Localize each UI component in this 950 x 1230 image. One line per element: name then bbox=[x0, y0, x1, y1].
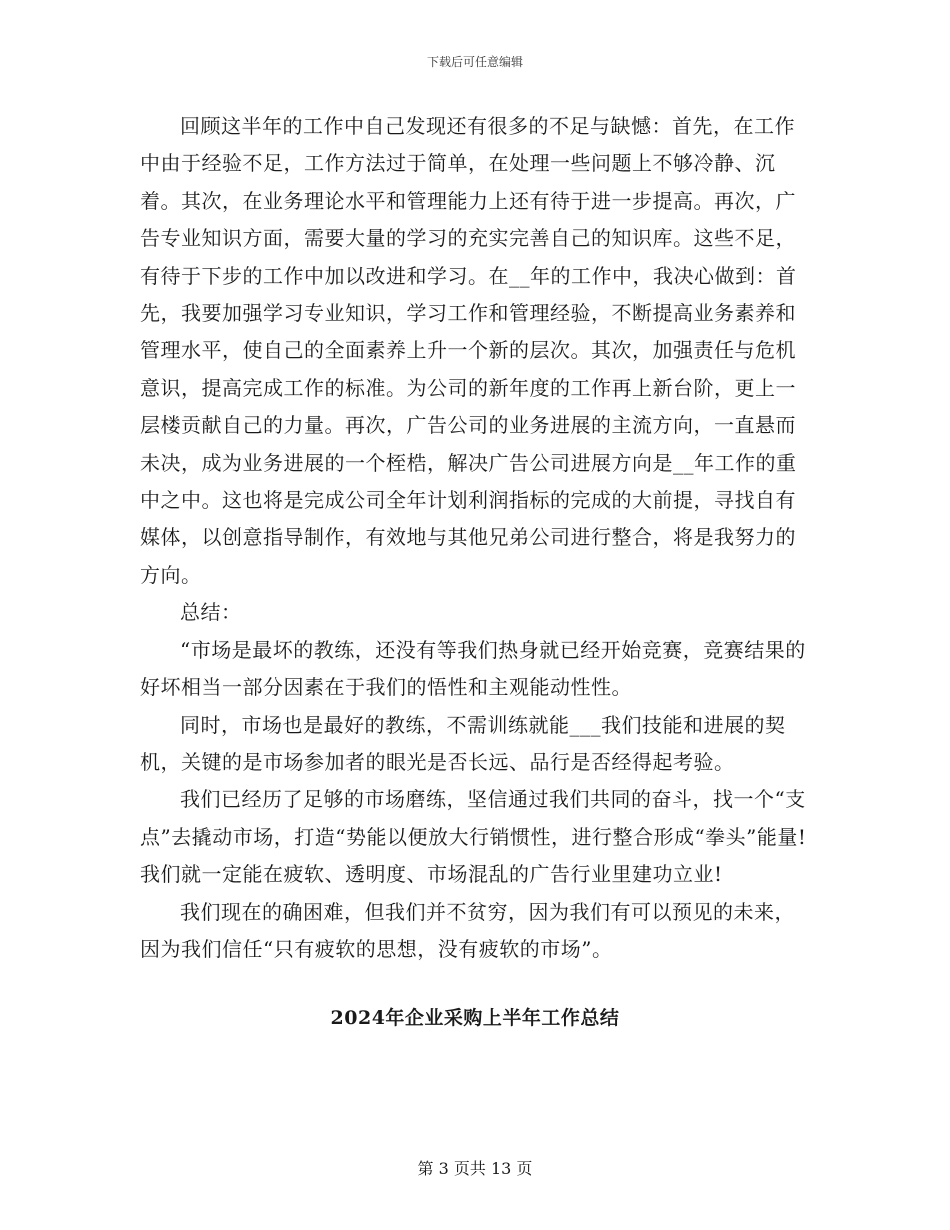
document-body bbox=[140, 108, 810, 968]
page-footer: 第 3 页共 13 页 bbox=[417, 1159, 533, 1178]
paragraph-review: 回顾这半年的工作中自己发现还有很多的不足与缺憾：首先，在工作中由于经验不足，工作方法过于简单，在处理一些问题上不够冷静、沉着。其次，在业务理论水平和管理能力上还有待于进一步提高。再次，广告专业知识方面，需要大量的学习的充实完善自己的知识库。这些不足，有待于下步的工作中加以改进和学习。在__年的工作中，我决心做到：首先，我要加强学习专业知识，学习工作和管理经验，不断提高业务素养和管理水平，使自己的全面素养上升一个新的层次。其次，加强责任与危机意识，提高完成工作的标准。为公司的新年度的工作再上新台阶，更上一层楼贡献自己的力量。再次，广告公司的业务进展的主流方向，一直悬而未决，成为业务进展的一个桎梏，解决广告公司进展方向是__年工作的重中之中。这也将是完成公司全年计划利润指标的完成的大前提，寻找自有媒体，以创意指导制作，有效地与其他兄弟公司进行整合，将是我努力的方向。 bbox=[140, 114, 797, 587]
paragraph-market-tempering: 我们已经历了足够的市场磨练，坚信通过我们共同的奋斗，找一个“支点”去撬动市场，打造“势能以便放大行销惯性，进行整合形成“拳头”能量!我们就一定能在疲软、透明度、市场混乱的广告行业里建功立业! bbox=[140, 787, 807, 887]
paragraph-market-best-coach: 同时，市场也是最好的教练，不需训练就能___我们技能和进展的契机，关键的是市场参加者的眼光是否长远、品行是否经得起考验。 bbox=[140, 712, 786, 774]
paragraph-market-worst-coach: “市场是最坏的教练，还没有等我们热身就已经开始竞赛，竞赛结果的好坏相当一部分因素在于我们的悟性和主观能动性性。 bbox=[140, 637, 806, 700]
header-note: 下载后可任意编辑 bbox=[426, 55, 523, 69]
paragraph-summary-label: 总结： bbox=[180, 600, 242, 625]
paragraph-closing: 我们现在的确困难，但我们并不贫穷，因为我们有可以预见的未来，因为我们信任“只有疲软的思想，没有疲软的市场”。 bbox=[140, 899, 795, 961]
section-heading: 2024年企业采购上半年工作总结 bbox=[330, 1007, 620, 1029]
